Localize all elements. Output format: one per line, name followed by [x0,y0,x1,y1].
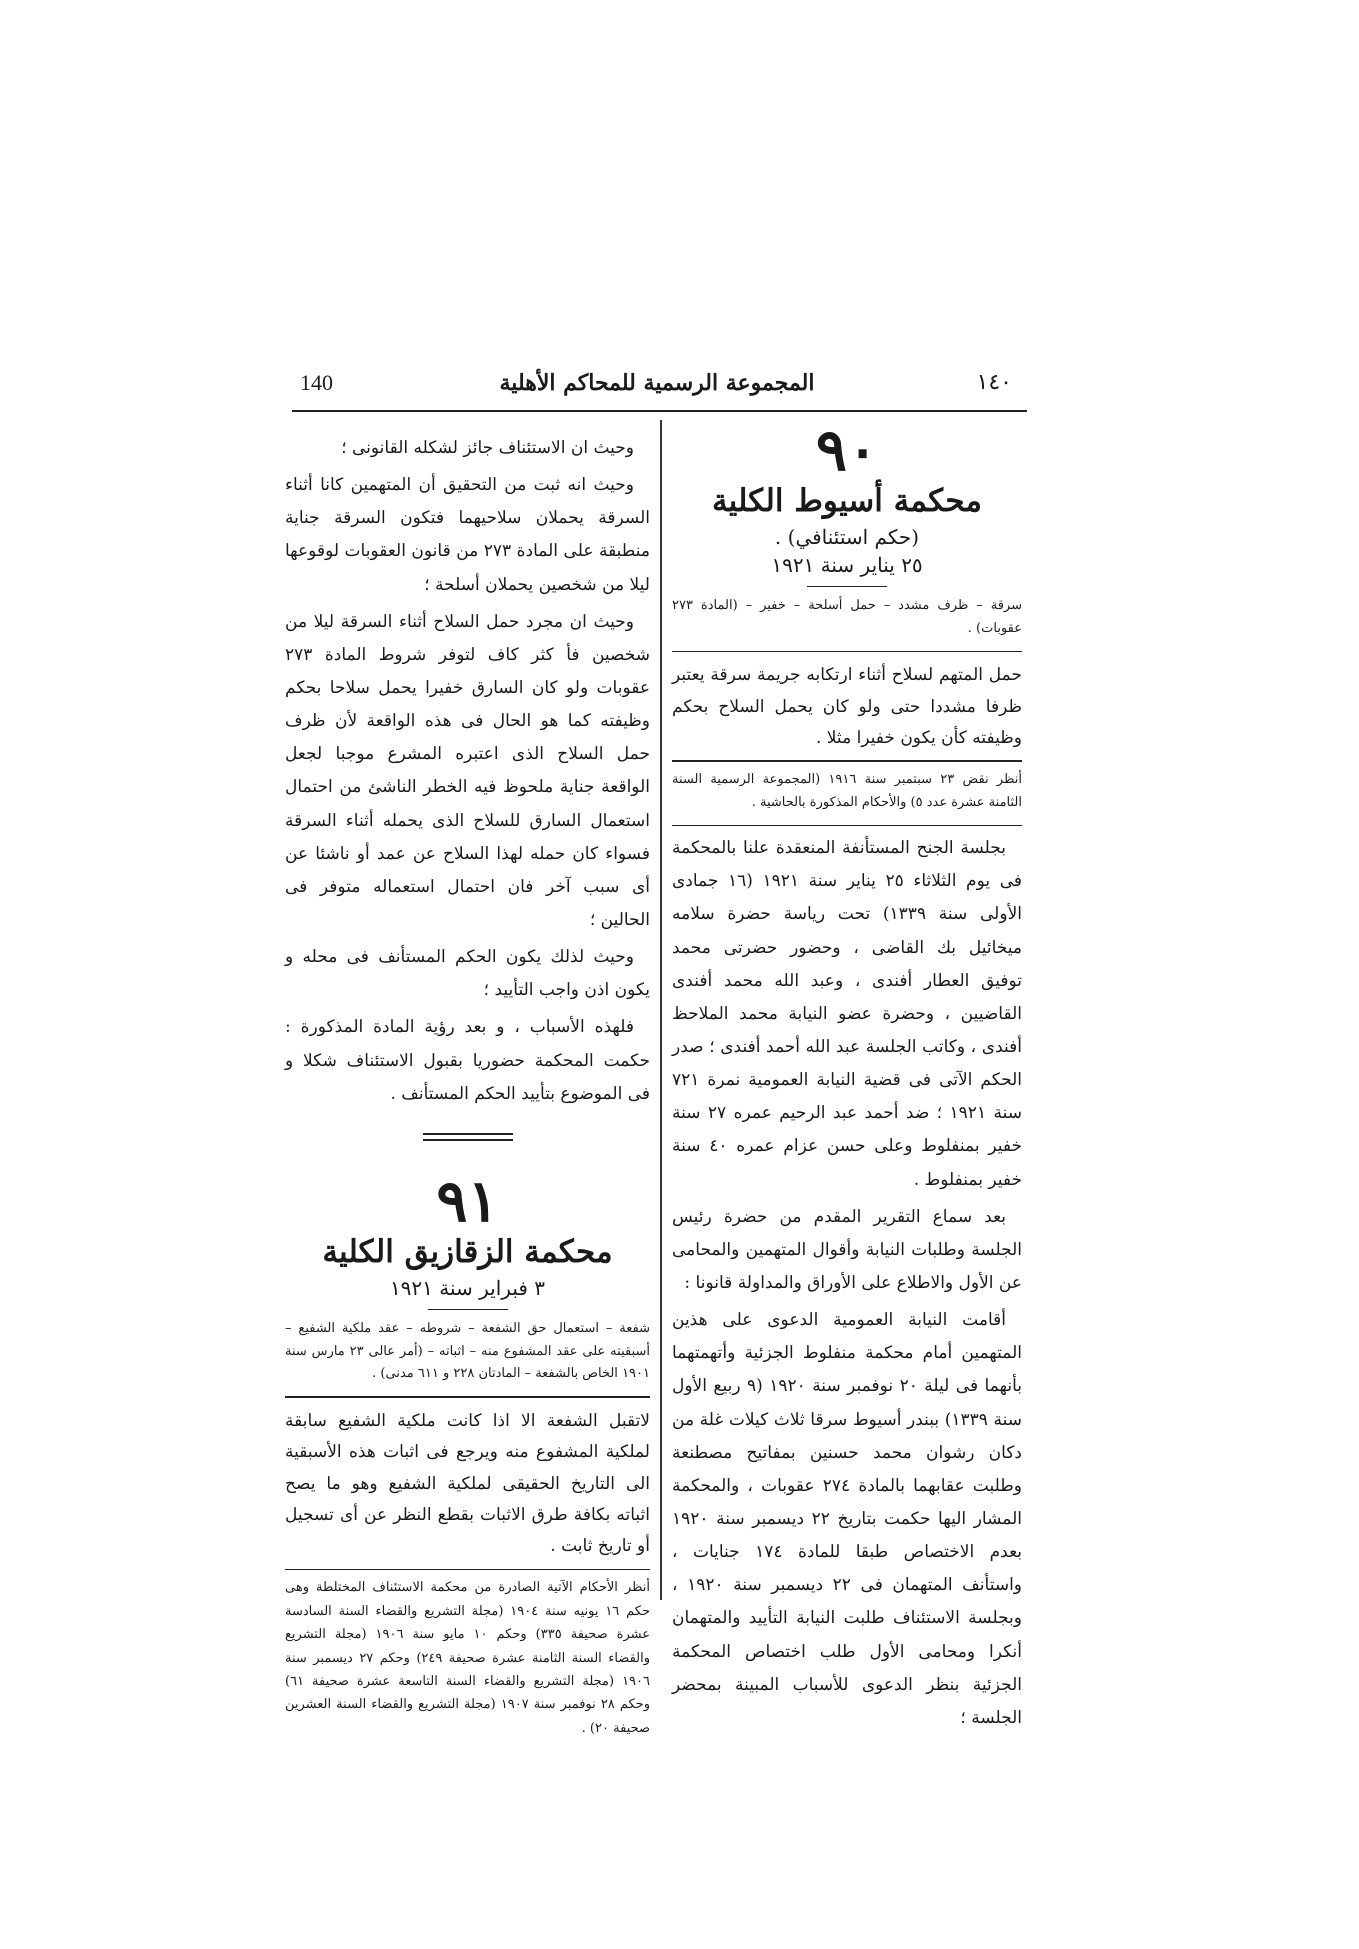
note-91: أنظر الأحكام الآتية الصادرة من محكمة الاستئناف المختلطة وهى حكم ١٦ يونيه سنة ١٩٠٤ (مجلة التشريع والقضاء السنة السادسة عشرة صحيفة ٣٣٥) وحكم ١٠ مايو سنة ١٩٠٦ (مجلة التشريع والقضاء السنة الثامنة عشرة صحيفة ٢٤٩) وحكم ٢٧ ديسمبر سنة ١٩٠٦ (مجلة التشريع والقضاء السنة التاسعة عشرة صحيفة ٦١) وحكم ٢٨ نوفمبر سنة ١٩٠٧ (مجلة التشريع والقضاء السنة العشرين صحيفة ٢٠) . [285,1580,650,1736]
ruling-date-90: ٢٥ يناير سنة ١٩٢١ [771,553,923,578]
case-number-90: ٩٠ [815,416,879,484]
section-rule [285,1396,650,1398]
short-rule [428,1309,508,1310]
principle-90: حمل المتهم لسلاح أثناء ارتكابه جريمة سرقة يعتبر ظرفا مشددا حتى ولو كان يحمل السلاح بحكم وظيفته كأن يكون خفيرا مثلا . [672,665,1022,748]
running-title: المجموعة الرسمية للمحاكم الأهلية [499,370,815,396]
body-paragraph: وحيث ان مجرد حمل السلاح أثناء السرقة ليلا من شخصين فأ كثر كاف لتوفر شروط المادة ٢٧٣ عقوبات ولو كان السارق خفيرا يحمل سلاحا بحكم وظيفته كما هو الحال فى هذه الواقعة لأن ظرف حمل السلاح الذى اعتبره المشرع موجبا لجعل الواقعة جناية ملحوظ فيه الخطر الناشئ من احتمال استعمال السارق للسلاح الذى يحمله أثناء السرقة فسواء كان حمله لهذا السلاح عن عمد أو ناشئا عن أى سبب آخر فان احتمال استعماله متوفر فى الحالين ؛ [285,611,650,930]
body-paragraph: وحيث انه ثبت من التحقيق أن المتهمين كانا أثناء السرقة يحملان سلاحيهما فتكون السرقة جناية منطبقة على المادة ٢٧٣ من قانون العقوبات لوقوعها ليلا من شخصين يحملان أسلحة ؛ [285,475,650,595]
keywords-90: سرقة – ظرف مشدد – حمل أسلحة – خفير – (المادة ٢٧٣ عقوبات) . [672,598,1022,636]
page-header [292,368,1022,406]
note-90: أنظر نقض ٢٣ سبتمبر سنة ١٩١٦ (المجموعة الرسمية السنة الثامنة عشرة عدد ٥) والأحكام المذكورة بالحاشية . [672,771,1022,811]
section-rule [672,651,1022,653]
section-rule [672,825,1022,827]
body-paragraph: بعد سماع التقرير المقدم من حضرة رئيس الجلسة وطلبات النيابة وأقوال المتهمين والمحامى عن الأول والاطلاع على الأوراق والمداولة قانونا : [672,1206,1022,1293]
court-name-90: محكمة أسيوط الكلية [712,482,982,519]
page-number-latin: 140 [300,370,333,395]
body-paragraph: وحيث لذلك يكون الحكم المستأنف فى محله و يكون اذن واجب التأييد ؛ [285,947,650,1001]
body-paragraph: أقامت النيابة العمومية الدعوى على هذين المتهمين أمام محكمة منفلوط الجزئية وأتهمتهما بأنهما فى ليلة ٢٠ نوفمبر سنة ١٩٢٠ (٩ ربيع الأول سنة ١٣٣٩) ببندر أسيوط سرقا ثلاث كيلات غلة من دكان رشوان محمد حسنين بمفاتيح مصطنعة وطلبت عقابهما بالمادة ٢٧٤ عقوبات ، والمحكمة المشار اليها حكمت بتاريخ ٢٢ ديسمبر سنة ١٩٢٠ بعدم الاختصاص طبقا للمادة ١٧٤ جنايات ، واستأنف المتهمان فى ٢٢ ديسمبر سنة ١٩٢٠ ، وبجلسة الاستئناف طلبت النيابة التأييد والمتهمان أنكرا ومحامى الأول طلب اختصاص المحكمة الجزئية بنظر الدعوى للأسباب المبينة بمحضر الجلسة ؛ [672,1310,1023,1728]
header-rule [292,410,1027,412]
left-column [285,428,650,1750]
section-rule [285,1569,650,1571]
page-number-arabic: ١٤٠ [976,370,1012,395]
body-paragraph: وحيث ان الاستئناف جائز لشكله القانونى ؛ [341,438,634,458]
judgment-paragraph: فلهذه الأسباب ، و بعد رؤية المادة المذكورة : حكمت المحكمة حضوريا بقبول الاستئناف شكلا و فى الموضوع بتأييد الحكم المستأنف . [285,1017,650,1104]
case-number-91: ٩١ [436,1166,499,1235]
court-name-91: محكمة الزقازيق الكلية [322,1233,613,1270]
ruling-date-91: ٣ فبراير سنة ١٩٢١ [389,1275,546,1300]
principle-91: لاتقبل الشفعة الا اذا كانت ملكية الشفيع سابقة لملكية المشفوع منه ويرجع فى اثبات هذه الأسبقية الى التاريخ الحقيقى لملكية الشفيع وهو ما يصح اثباته بكافة طرق الاثبات بقطع النظر عن أى تسجيل أو تاريخ ثابت . [285,1410,650,1557]
column-divider [660,420,662,1600]
section-rule [672,760,1022,762]
body-paragraph: بجلسة الجنح المستأنفة المنعقدة علنا بالمحكمة فى يوم الثلاثاء ٢٥ يناير سنة ١٩٢١ (١٦ جمادى الأولى سنة ١٣٣٩) تحت رياسة حضرة سلامه ميخائيل بك القاضى ، وحضور حضرتى محمد توفيق العطار أفندى ، وعبد الله محمد أفندى القاضيين ، وحضرة عضو النيابة محمد الملاحظ أفندى ، وكاتب الجلسة عبد الله أحمد أفندى ؛ صدر الحكم الآتى فى قضية النيابة العمومية نمرة ٧٢١ سنة ١٩٢١ ؛ ضد أحمد عبد الرحيم عمره ٢٧ سنة خفير بمنفلوط وعلى حسن عزام عمره ٤٠ سنة خفير بمنفلوط . [672,838,1022,1190]
short-rule [807,586,887,587]
keywords-91: شفعة – استعمال حق الشفعة – شروطه – عقد ملكية الشفيع – أسبقيته على عقد المشفوع منه – اثباته – (أمر عالى ٢٣ مارس سنة ١٩٠١ الخاص بالشفعة – المادتان ٢٢٨ و ٦١١ مدنى) . [285,1320,650,1382]
case-separator [423,1133,513,1141]
right-column [672,416,1023,1739]
ruling-type-90: (حكم استئنافي) . [774,525,920,550]
